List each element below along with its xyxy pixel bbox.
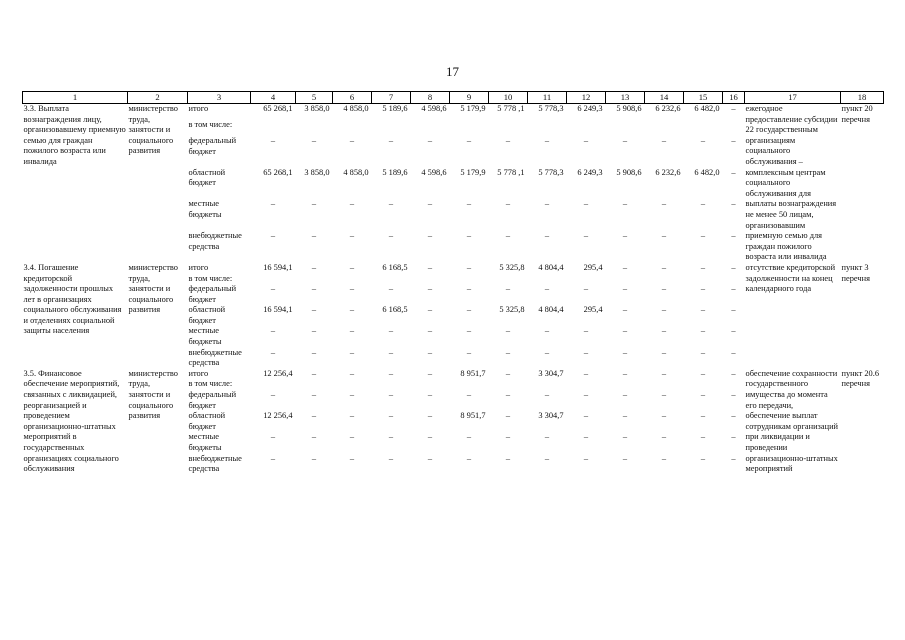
amount-cell [251, 120, 296, 136]
amount-cell: – [466, 347, 472, 357]
amount-cell [606, 120, 645, 136]
amount-cell: – [700, 305, 706, 315]
column-header-12: 12 [567, 92, 606, 104]
amount-cell: 5 908,6 [616, 167, 642, 177]
amount-cell: 4 804,4 [538, 262, 564, 272]
amount-cell: – [505, 432, 511, 442]
amount-cell: – [311, 347, 317, 357]
amount-cell: – [700, 347, 706, 357]
amount-cell: 8 951,7 [460, 411, 486, 421]
amount-cell: – [731, 199, 736, 209]
amount-cell: – [700, 390, 706, 400]
table-row [23, 263, 884, 274]
measure-title: 3.4. Погашение кредиторской задолженности прошлых лет в организациях социального обслуживания и отделениях социальной защиты населения [23, 262, 122, 336]
funding-source: федеральный бюджет [188, 135, 237, 156]
amount-cell: – [349, 411, 355, 421]
column-header-18: 18 [841, 92, 884, 104]
funding-source: областной бюджет [188, 411, 226, 431]
amount-cell: – [388, 135, 394, 145]
amount-cell: – [505, 368, 511, 378]
amount-cell: – [311, 432, 317, 442]
amount-cell: – [388, 390, 394, 400]
amount-cell [296, 274, 333, 285]
amount-cell: – [388, 411, 394, 421]
amount-cell: – [349, 262, 355, 272]
amount-cell: 12 256,4 [263, 411, 293, 421]
amount-cell: – [700, 231, 706, 241]
amount-cell: – [700, 411, 706, 421]
funding-source: местные бюджеты [188, 326, 222, 347]
amount-cell: 12 256,4 [263, 368, 293, 378]
amount-cell: – [700, 326, 706, 336]
amount-cell [333, 120, 372, 136]
amount-cell [450, 274, 489, 285]
amount-cell: 6 232,6 [655, 167, 681, 177]
amount-cell: 3 304,7 [538, 411, 564, 421]
amount-cell: – [661, 453, 667, 463]
amount-cell: 6 482,0 [694, 104, 720, 113]
amount-cell: – [311, 262, 317, 272]
amount-cell: 4 598,6 [421, 104, 447, 113]
amount-cell: 6 482,0 [694, 167, 720, 177]
list-reference: пункт 20 перечня [841, 104, 873, 124]
measure-title: 3.5. Финансовое обеспечение мероприятий, связанных с ликвидацией, реорганизацией и проведением организационно-штатных мероприятий в государственных организациях социального обслуживания [23, 368, 120, 474]
amount-cell: – [622, 347, 628, 357]
amount-cell: – [622, 231, 628, 241]
amount-cell: 65 268,1 [263, 104, 293, 113]
funding-source: местные бюджеты [188, 199, 222, 219]
amount-cell: – [466, 432, 472, 442]
column-header-16: 16 [723, 92, 745, 104]
amount-cell [450, 120, 489, 136]
column-header-2: 2 [128, 92, 188, 104]
amount-cell: – [388, 432, 394, 442]
amount-cell: 6 168,5 [382, 305, 408, 315]
amount-cell: – [466, 284, 472, 294]
amount-cell: – [700, 432, 706, 442]
amount-cell: 5 179,9 [460, 167, 486, 177]
amount-cell: 3 304,7 [538, 368, 564, 378]
amount-cell: – [388, 199, 394, 209]
amount-cell: – [270, 284, 276, 294]
expected-result: ежегодное предоставление субсидии 22 государственным организациям социального обслуживания – комплексным центрам социального обслуживания для выплаты вознаграждения не менее 50 лицам, организовавшим приемную семью для граждан пожилого возраста или инвалида [745, 104, 838, 262]
amount-cell: – [349, 368, 355, 378]
amount-cell: – [427, 347, 433, 357]
amount-cell: – [311, 135, 317, 145]
amount-cell: – [622, 326, 628, 336]
column-header-17: 17 [745, 92, 841, 104]
amount-cell: – [700, 368, 706, 378]
table-row [23, 369, 884, 380]
amount-cell [372, 379, 411, 390]
column-header-6: 6 [333, 92, 372, 104]
list-reference: пункт 3 перечня [841, 262, 870, 283]
amount-cell: – [661, 262, 667, 272]
amount-cell: 5 189,6 [382, 104, 408, 113]
list-reference: пункт 20.6 перечня [841, 368, 880, 389]
amount-cell: 5 325,8 [499, 262, 525, 272]
amount-cell: – [311, 368, 317, 378]
amount-cell: 4 598,6 [421, 167, 447, 177]
expected-result: обеспечение сохранности государственного имущества до момента его передачи, обеспечение выплат сотрудникам организаций при ликвидации и проведении организационно-штатных мероприятий [745, 368, 839, 474]
funding-source: в том числе: [188, 273, 233, 283]
amount-cell: – [270, 326, 276, 336]
amount-cell: – [349, 305, 355, 315]
amount-cell: – [270, 432, 276, 442]
amount-cell: – [583, 326, 589, 336]
amount-cell: – [622, 453, 628, 463]
amount-cell: 6 249,3 [577, 104, 603, 113]
funding-source: областной бюджет [188, 305, 226, 325]
column-header-9: 9 [450, 92, 489, 104]
amount-cell [372, 120, 411, 136]
funding-source: федеральный бюджет [188, 390, 237, 410]
amount-cell: – [661, 231, 667, 241]
amount-cell: – [427, 390, 433, 400]
amount-cell [723, 274, 745, 285]
amount-cell: – [731, 305, 736, 315]
amount-cell: 295,4 [583, 262, 603, 272]
column-header-5: 5 [296, 92, 333, 104]
amount-cell: – [731, 432, 736, 442]
column-header-7: 7 [372, 92, 411, 104]
measure-title: 3.3. Выплата вознаграждения лицу, организовавшему приемную семью для граждан пожилого возраста или инвалида [23, 104, 126, 166]
amount-cell: – [731, 411, 736, 421]
column-header-13: 13 [606, 92, 645, 104]
amount-cell: – [544, 135, 550, 145]
amount-cell: – [311, 390, 317, 400]
amount-cell: – [505, 135, 511, 145]
amount-cell: – [349, 390, 355, 400]
amount-cell: – [622, 284, 628, 294]
amount-cell: – [466, 262, 472, 272]
amount-cell: 5 778,3 [538, 167, 564, 177]
amount-cell: – [311, 284, 317, 294]
amount-cell: – [311, 453, 317, 463]
amount-cell: – [311, 411, 317, 421]
column-header-8: 8 [411, 92, 450, 104]
amount-cell: – [427, 135, 433, 145]
amount-cell: – [427, 326, 433, 336]
amount-cell [645, 274, 684, 285]
measure-executor: министерство труда, занятости и социального развития [128, 104, 178, 156]
amount-cell: 8 951,7 [460, 368, 486, 378]
amount-cell: – [270, 135, 276, 145]
column-header-3: 3 [188, 92, 251, 104]
measure-executor: министерство труда, занятости и социального развития [128, 368, 178, 421]
amount-cell: – [388, 326, 394, 336]
amount-cell: – [311, 231, 317, 241]
amount-cell: – [544, 199, 550, 209]
amount-cell: – [349, 326, 355, 336]
amount-cell: – [622, 305, 628, 315]
amount-cell: – [505, 199, 511, 209]
funding-source: внебюджетные средства [188, 347, 242, 368]
funding-source: итого [188, 368, 209, 378]
amount-cell [528, 274, 567, 285]
amount-cell: – [731, 453, 736, 463]
amount-cell: 5 778,3 [538, 104, 564, 113]
amount-cell: – [427, 262, 433, 272]
amount-cell: – [622, 411, 628, 421]
amount-cell: – [427, 284, 433, 294]
amount-cell: 5 325,8 [499, 305, 525, 315]
amount-cell: – [505, 326, 511, 336]
amount-cell: – [583, 390, 589, 400]
amount-cell: 5 189,6 [382, 167, 408, 177]
amount-cell: – [731, 284, 736, 294]
amount-cell [450, 379, 489, 390]
amount-cell [645, 379, 684, 390]
amount-cell: – [427, 305, 433, 315]
amount-cell: 16 594,1 [263, 262, 293, 272]
amount-cell: – [544, 432, 550, 442]
amount-cell: 16 594,1 [263, 305, 293, 315]
amount-cell: – [466, 326, 472, 336]
column-header-11: 11 [528, 92, 567, 104]
amount-cell: – [731, 347, 736, 357]
column-header-14: 14 [645, 92, 684, 104]
amount-cell: – [700, 453, 706, 463]
amount-cell: – [661, 305, 667, 315]
amount-cell: – [466, 390, 472, 400]
amount-cell [411, 379, 450, 390]
amount-cell: – [622, 262, 628, 272]
amount-cell: – [661, 432, 667, 442]
amount-cell: – [661, 326, 667, 336]
column-number-row [23, 92, 884, 104]
amount-cell: – [661, 135, 667, 145]
amount-cell: – [349, 432, 355, 442]
amount-cell: – [622, 390, 628, 400]
amount-cell [372, 274, 411, 285]
amount-cell: – [661, 284, 667, 294]
funding-source: в том числе: [188, 379, 233, 389]
amount-cell: – [427, 368, 433, 378]
amount-cell [489, 379, 528, 390]
amount-cell [528, 120, 567, 136]
amount-cell: – [349, 135, 355, 145]
amount-cell: – [466, 231, 472, 241]
amount-cell [333, 274, 372, 285]
funding-source: итого [188, 262, 209, 272]
amount-cell: 3 858,0 [304, 167, 330, 177]
amount-cell: 6 249,3 [577, 167, 603, 177]
amount-cell [333, 379, 372, 390]
amount-cell: – [544, 326, 550, 336]
amount-cell: – [505, 284, 511, 294]
amount-cell: 4 804,4 [538, 305, 564, 315]
amount-cell: – [466, 453, 472, 463]
amount-cell: – [544, 347, 550, 357]
funding-source: итого [188, 104, 209, 113]
amount-cell: – [731, 326, 736, 336]
amount-cell: – [661, 199, 667, 209]
amount-cell [411, 274, 450, 285]
amount-cell [567, 379, 606, 390]
amount-cell: – [583, 199, 589, 209]
amount-cell: – [661, 368, 667, 378]
amount-cell: – [583, 347, 589, 357]
amount-cell: – [731, 104, 736, 113]
amount-cell: – [270, 390, 276, 400]
amount-cell [489, 274, 528, 285]
amount-cell: – [544, 284, 550, 294]
amount-cell [251, 274, 296, 285]
amount-cell: 5 778 ,1 [497, 104, 525, 113]
amount-cell: – [311, 199, 317, 209]
amount-cell: – [731, 390, 736, 400]
budget-table [22, 91, 884, 475]
amount-cell: – [349, 284, 355, 294]
amount-cell [489, 120, 528, 136]
amount-cell: – [388, 231, 394, 241]
measure-executor: министерство труда, занятости и социального развития [128, 262, 178, 315]
amount-cell: – [622, 199, 628, 209]
amount-cell: – [544, 231, 550, 241]
amount-cell: – [427, 199, 433, 209]
amount-cell: – [388, 347, 394, 357]
amount-cell: 6 168,5 [382, 262, 408, 272]
amount-cell: – [544, 390, 550, 400]
amount-cell: – [388, 453, 394, 463]
amount-cell: 5 778 ,1 [497, 167, 525, 177]
amount-cell: – [270, 199, 276, 209]
amount-cell: – [270, 347, 276, 357]
amount-cell: 4 858,0 [343, 167, 369, 177]
amount-cell: 5 179,9 [460, 104, 486, 113]
column-header-1: 1 [23, 92, 128, 104]
amount-cell: – [466, 305, 472, 315]
amount-cell: – [731, 231, 736, 241]
amount-cell: 6 232,6 [655, 104, 681, 113]
column-header-4: 4 [251, 92, 296, 104]
amount-cell: 3 858,0 [304, 104, 330, 113]
amount-cell [528, 379, 567, 390]
amount-cell: – [270, 231, 276, 241]
amount-cell: – [544, 453, 550, 463]
amount-cell [684, 120, 723, 136]
amount-cell: – [311, 305, 317, 315]
amount-cell: – [349, 347, 355, 357]
amount-cell: – [505, 347, 511, 357]
amount-cell: – [700, 284, 706, 294]
amount-cell: 295,4 [583, 305, 603, 315]
amount-cell: – [622, 368, 628, 378]
amount-cell: – [505, 231, 511, 241]
amount-cell: – [466, 135, 472, 145]
amount-cell: – [700, 199, 706, 209]
amount-cell: – [505, 390, 511, 400]
amount-cell: – [583, 368, 589, 378]
amount-cell: – [731, 368, 736, 378]
amount-cell: – [349, 199, 355, 209]
amount-cell [723, 120, 745, 136]
amount-cell: – [622, 432, 628, 442]
amount-cell [684, 274, 723, 285]
amount-cell: – [505, 453, 511, 463]
amount-cell: 4 858,0 [343, 104, 369, 113]
amount-cell [606, 379, 645, 390]
expected-result: отсутствие кредиторской задолженности на конец календарного года [745, 262, 836, 294]
amount-cell: – [700, 135, 706, 145]
amount-cell: – [731, 135, 736, 145]
amount-cell: – [466, 199, 472, 209]
funding-source: областной бюджет [188, 167, 226, 188]
funding-source: местные бюджеты [188, 432, 222, 452]
funding-source: внебюджетные средства [188, 231, 242, 251]
table-header [23, 92, 884, 104]
page-number: 17 [446, 64, 459, 79]
table-body [23, 104, 884, 475]
table-row [23, 104, 884, 121]
amount-cell: – [583, 432, 589, 442]
amount-cell: – [583, 411, 589, 421]
amount-cell: 5 908,6 [616, 104, 642, 113]
amount-cell: – [349, 453, 355, 463]
amount-cell [296, 379, 333, 390]
amount-cell: – [388, 368, 394, 378]
amount-cell: – [427, 432, 433, 442]
amount-cell [723, 379, 745, 390]
amount-cell: – [349, 231, 355, 241]
amount-cell: – [731, 167, 736, 177]
amount-cell: – [700, 262, 706, 272]
amount-cell [567, 274, 606, 285]
funding-source: внебюджетные средства [188, 453, 242, 474]
amount-cell [411, 120, 450, 136]
amount-cell [645, 120, 684, 136]
funding-source: федеральный бюджет [188, 284, 237, 304]
amount-cell: 65 268,1 [263, 167, 293, 177]
amount-cell [567, 120, 606, 136]
amount-cell [684, 379, 723, 390]
amount-cell [251, 379, 296, 390]
column-header-15: 15 [684, 92, 723, 104]
amount-cell: – [427, 231, 433, 241]
amount-cell: – [622, 135, 628, 145]
amount-cell: – [661, 347, 667, 357]
amount-cell: – [427, 453, 433, 463]
amount-cell: – [311, 326, 317, 336]
amount-cell: – [661, 390, 667, 400]
amount-cell: – [427, 411, 433, 421]
amount-cell: – [583, 284, 589, 294]
amount-cell: – [505, 411, 511, 421]
column-header-10: 10 [489, 92, 528, 104]
funding-source: в том числе: [188, 120, 233, 130]
amount-cell: – [583, 231, 589, 241]
amount-cell: – [661, 411, 667, 421]
amount-cell [606, 274, 645, 285]
amount-cell [296, 120, 333, 136]
amount-cell: – [270, 453, 276, 463]
amount-cell: – [583, 453, 589, 463]
amount-cell: – [731, 262, 736, 272]
amount-cell: – [388, 284, 394, 294]
amount-cell: – [583, 135, 589, 145]
